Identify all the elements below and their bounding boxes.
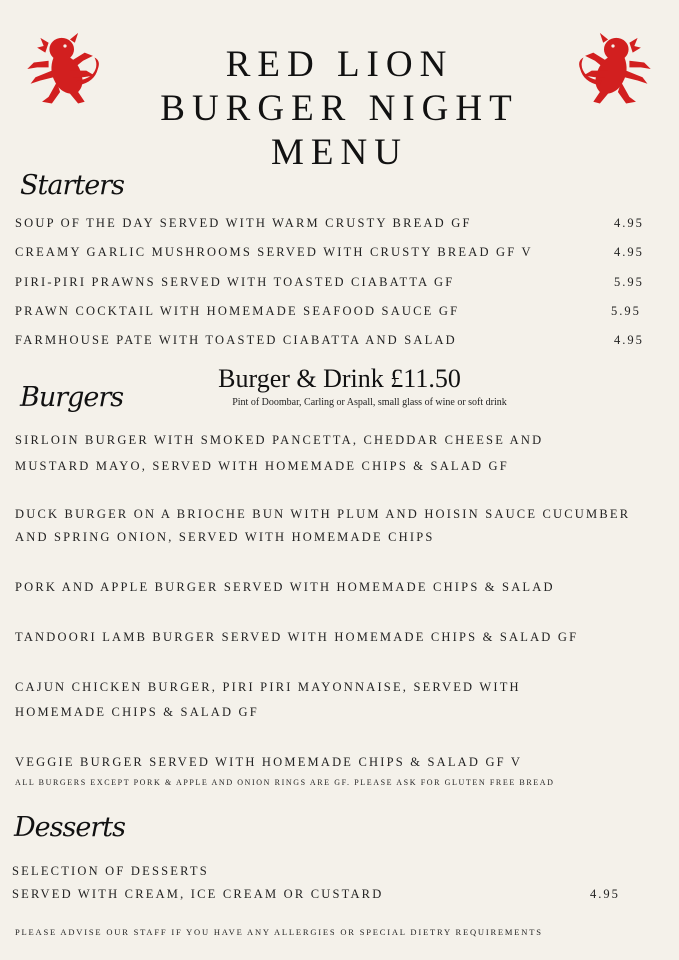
dessert-line-2: SERVED WITH CREAM, ICE CREAM OR CUSTARD (12, 887, 384, 901)
starter-price-5: 4.95 (614, 333, 644, 347)
deal-subtitle: Pint of Doombar, Carling or Aspall, small glass of wine or soft drink (232, 397, 507, 408)
starter-price-3: 5.95 (614, 275, 644, 289)
starter-price-4: 5.95 (611, 304, 641, 318)
burger-item-2-line-1: DUCK BURGER ON A BRIOCHE BUN WITH PLUM AND HOISIN SAUCE CUCUMBER (15, 507, 631, 521)
burger-item-1-line-1: SIRLOIN BURGER WITH SMOKED PANCETTA, CHEDDAR CHEESE AND (15, 433, 544, 447)
starter-price-2: 4.95 (614, 245, 644, 259)
allergy-note: PLEASE ADVISE OUR STAFF IF YOU HAVE ANY ALLERGIES OR SPECIAL DIETRY REQUIREMENTS (15, 927, 543, 937)
burger-item-4: TANDOORI LAMB BURGER SERVED WITH HOMEMADE CHIPS & SALAD GF (15, 630, 579, 644)
dessert-price: 4.95 (590, 887, 620, 901)
deal-title: Burger & Drink £11.50 (218, 364, 461, 393)
desserts-heading: Desserts (14, 812, 125, 843)
burger-item-2-line-2: AND SPRING ONION, SERVED WITH HOMEMADE CHIPS (15, 530, 435, 544)
burger-item-5-line-2: HOMEMADE CHIPS & SALAD GF (15, 705, 259, 719)
burgers-heading: Burgers (20, 382, 124, 413)
starter-item-3: PIRI-PIRI PRAWNS SERVED WITH TOASTED CIABATTA GF (15, 275, 455, 289)
title-line-3: MENU (271, 132, 408, 173)
starter-item-4: PRAWN COCKTAIL WITH HOMEMADE SEAFOOD SAUCE GF (15, 304, 460, 318)
burger-item-3: PORK AND APPLE BURGER SERVED WITH HOMEMADE CHIPS & SALAD (15, 580, 555, 594)
title-line-2: BURGER NIGHT (160, 88, 519, 129)
burger-gluten-note: ALL BURGERS EXCEPT PORK & APPLE AND ONION RINGS ARE GF. PLEASE ASK FOR GLUTEN FREE BREAD (15, 778, 555, 787)
starter-item-1: SOUP OF THE DAY SERVED WITH WARM CRUSTY BREAD GF (15, 216, 472, 230)
title-line-1: RED LION (225, 44, 454, 85)
starter-item-5: FARMHOUSE PATE WITH TOASTED CIABATTA AND SALAD (15, 333, 457, 347)
starter-price-1: 4.95 (614, 216, 644, 230)
burger-item-6: VEGGIE BURGER SERVED WITH HOMEMADE CHIPS & SALAD GF V (15, 755, 523, 769)
burger-item-5-line-1: CAJUN CHICKEN BURGER, PIRI PIRI MAYONNAISE, SERVED WITH (15, 680, 521, 694)
dessert-line-1: SELECTION OF DESSERTS (12, 864, 209, 878)
starters-heading: Starters (20, 170, 124, 201)
burger-item-1-line-2: MUSTARD MAYO, SERVED WITH HOMEMADE CHIPS & SALAD GF (15, 459, 509, 473)
starter-item-2: CREAMY GARLIC MUSHROOMS SERVED WITH CRUSTY BREAD GF V (15, 245, 533, 259)
